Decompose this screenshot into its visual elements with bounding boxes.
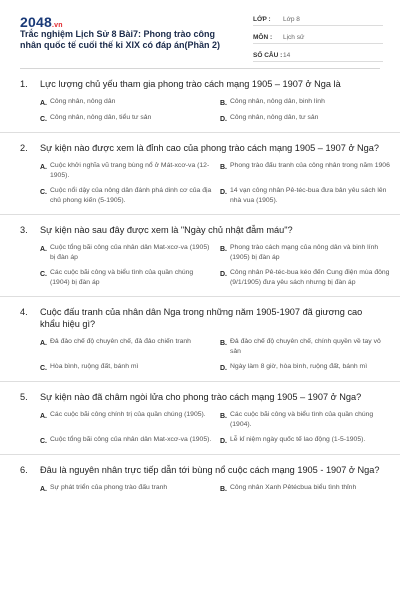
question-text: Sự kiện nào sau đây được xem là "Ngày chủ nhật đẫm máu"? — [40, 225, 293, 235]
question-number: 1. — [20, 79, 28, 89]
meta-info — [253, 14, 383, 68]
answer-option[interactable]: B. Phong trào đấu tranh của công nhân trong năm 1906 — [220, 162, 390, 171]
page-header — [0, 0, 400, 68]
answer-list — [20, 480, 380, 502]
answer-list — [20, 158, 390, 214]
answer-option[interactable]: A. Đả đảo chế độ chuyên chế, đả đảo chiến tranh — [40, 338, 191, 347]
answer-option[interactable]: A. Cuộc khởi nghĩa vũ trang bùng nổ ở Mát-xcơ-va (12-1905). — [40, 162, 210, 179]
question-1 — [0, 69, 400, 133]
answer-list — [20, 240, 390, 296]
answer-option[interactable]: C. Cuộc nổi dậy của nông dân đánh phá dinh cơ của địa chủ phong kiến (5-1905). — [40, 187, 212, 204]
question-text: Sự kiện nào được xem là đỉnh cao của phong trào cách mạng 1905 – 1907 ở Nga? — [40, 143, 379, 153]
answer-option[interactable]: B. Công nhân Xanh Pêtécbua biểu tình thỉnh — [220, 484, 357, 493]
logo-text: 2048 — [20, 14, 52, 30]
site-logo[interactable] — [20, 14, 63, 30]
question-6 — [0, 455, 400, 502]
page-title: Trắc nghiệm Lịch Sử 8 Bài7: Phong trào công nhân quốc tế cuối thế kỉ XIX có đáp án(Phần 2) — [20, 29, 221, 50]
answer-option[interactable]: D. Công nhân, nông dân, tư sản — [220, 114, 319, 123]
question-number: 5. — [20, 392, 28, 402]
answer-option[interactable]: A. Các cuộc bãi công chính trị của quần chúng (1905). — [40, 411, 206, 420]
answer-option[interactable]: B. Các cuộc bãi công và biểu tình của quần chúng (1904). — [220, 411, 374, 428]
answer-list — [20, 334, 380, 381]
question-2 — [0, 133, 400, 215]
answer-option[interactable]: B. Đả đảo chế độ chuyên chế, chính quyền về tay vô sản — [220, 338, 381, 355]
answer-option[interactable]: C. Các cuộc bãi công và biểu tình của quần chúng (1904) bị đàn áp — [40, 269, 194, 286]
answer-option[interactable]: D. Công nhân Pê-téc-bua kéo đến Cung điện mùa đông (9/1/1905) đưa yêu sách nhưng bị đàn áp — [220, 269, 390, 286]
answer-option[interactable]: B. Phong trào cách mạng của nông dân và binh lính (1905) bị đàn áp — [220, 244, 379, 261]
question-text: Cuộc đấu tranh của nhân dân Nga trong những năm 1905-1907 đã giương cao khẩu hiệu gì? — [40, 307, 363, 329]
answer-option[interactable]: D. Lễ kỉ niệm ngày quốc tế lao động (1-5-1905). — [220, 436, 366, 445]
answer-option[interactable]: C. Cuộc tổng bãi công của nhân dân Mat-xcơ-va (1905). — [40, 436, 212, 445]
answer-option[interactable]: A. Sự phát triển của phong trào đấu tranh — [40, 484, 168, 493]
question-text: Sự kiện nào đã châm ngòi lửa cho phong trào cách mạng 1905 – 1907 ở Nga? — [40, 392, 362, 402]
question-5 — [0, 382, 400, 455]
answer-option[interactable]: A. Cuộc tổng bãi công của nhân dân Mat-xcơ-va (1905) bị đàn áp — [40, 244, 210, 261]
answer-option[interactable]: C. Hòa bình, ruộng đất, bánh mì — [40, 363, 139, 372]
question-number: 2. — [20, 143, 28, 153]
meta-class: LỚP : Lớp 8 — [253, 14, 383, 26]
meta-subject: MÔN : Lịch sử — [253, 32, 383, 44]
answer-list — [20, 407, 380, 454]
question-text: Lực lượng chủ yếu tham gia phong trào cách mạng 1905 – 1907 ở Nga là — [40, 79, 341, 89]
answer-option[interactable]: C. Công nhân, nông dân, tiểu tư sản — [40, 114, 152, 123]
question-number: 3. — [20, 225, 28, 235]
meta-question-count: SỐ CÂU : 14 — [253, 50, 383, 62]
question-3 — [0, 215, 400, 297]
question-number: 4. — [20, 307, 28, 317]
answer-option[interactable]: D. Ngày làm 8 giờ, hòa bình, ruộng đất, bánh mì — [220, 363, 368, 372]
logo-suffix: .vn — [51, 22, 63, 29]
answer-option[interactable]: D. 14 vạn công nhân Pê-téc-bua đưa bản yêu sách lên nhà vua (1905). — [220, 187, 387, 204]
question-number: 6. — [20, 465, 28, 475]
question-4 — [0, 297, 400, 382]
answer-option[interactable]: A. Công nhân, nông dân — [40, 98, 116, 107]
question-text: Đâu là nguyên nhân trực tiếp dẫn tới bùng nổ cuộc cách mạng 1905 - 1907 ở Nga? — [40, 465, 380, 475]
answer-option[interactable]: B. Công nhân, nông dân, binh lính — [220, 98, 325, 107]
answer-list — [20, 94, 380, 132]
